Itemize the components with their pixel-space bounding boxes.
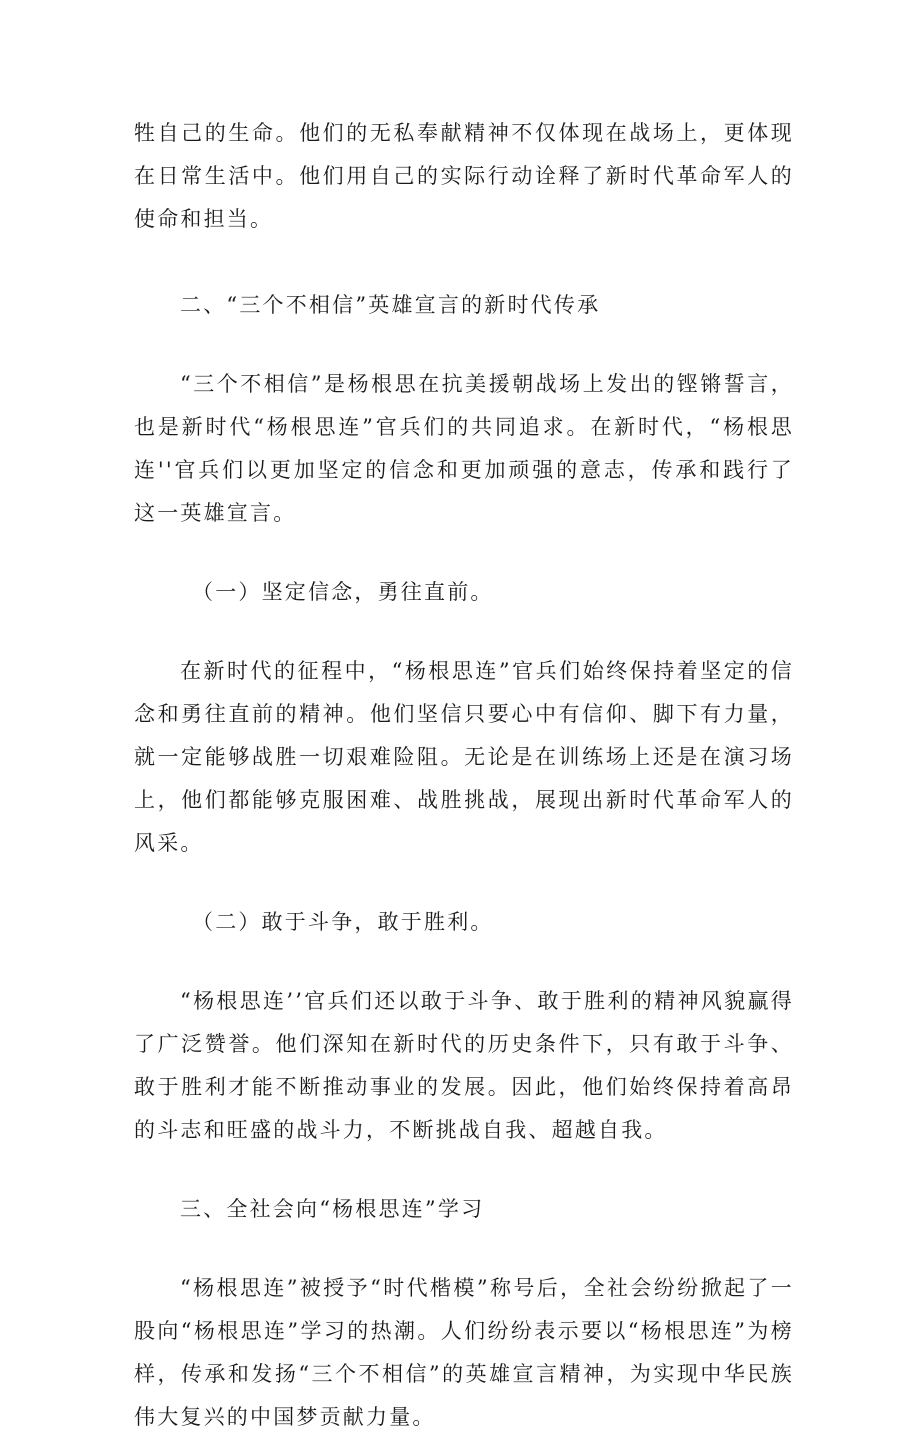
sub-heading-two: （二）敢于斗争，敢于胜利。 [192,910,494,934]
paragraph-gap [134,865,794,901]
body-paragraph: 在新时代的征程中，“杨根思连”官兵们始终保持着坚定的信念和勇往直前的精神。他们坚信只要心中有信仰、脚下有力量，就一定能够战胜一切艰难险阻。无论是在训练场上还是在演习场上，他们都能够克服困难、战胜挑战，展现出新时代革命军人的风采。 [134,659,794,855]
paragraph-gap [134,327,794,363]
document-body [134,112,794,1439]
section-heading-two: 二、“三个不相信”英雄宣言的新时代传承 [180,293,601,317]
paragraph-gap [134,944,794,980]
paragraph-gap [134,1231,794,1267]
body-paragraph: “杨根思连”被授予“时代楷模”称号后，全社会纷纷掀起了一股向“杨根思连”学习的热潮。人们纷纷表示要以“杨根思连”为榜样，传承和发扬“三个不相信”的英雄宣言精神，为实现中华民族伟大复兴的中国梦贡献力量。 [134,1276,794,1429]
body-paragraph: “杨根思连’’官兵们还以敢于斗争、敢于胜利的精神风貌赢得了广泛赞誉。他们深知在新时代的历史条件下，只有敢于斗争、敢于胜利才能不断推动事业的发展。因此，他们始终保持着高昂的斗志和旺盛的战斗力，不断挑战自我、超越自我。 [134,989,794,1142]
section-heading-three: 三、全社会向“杨根思连”学习 [180,1197,485,1221]
paragraph-gap [134,241,794,284]
sub-heading-one: （一）坚定信念，勇往直前。 [192,580,494,604]
body-paragraph-continuation: 牲自己的生命。他们的无私奉献精神不仅体现在战场上，更体现在日常生活中。他们用自己的实际行动诠释了新时代革命军人的使命和担当。 [134,121,794,231]
paragraph-gap [134,1152,794,1188]
paragraph-gap [134,535,794,571]
paragraph-gap [134,614,794,650]
body-paragraph: “三个不相信”是杨根思在抗美援朝战场上发出的铿锵誓言，也是新时代“杨根思连”官兵们的共同追求。在新时代，“杨根思连''官兵们以更加坚定的信念和更加顽强的意志，传承和践行了这一英雄宣言。 [134,372,794,525]
